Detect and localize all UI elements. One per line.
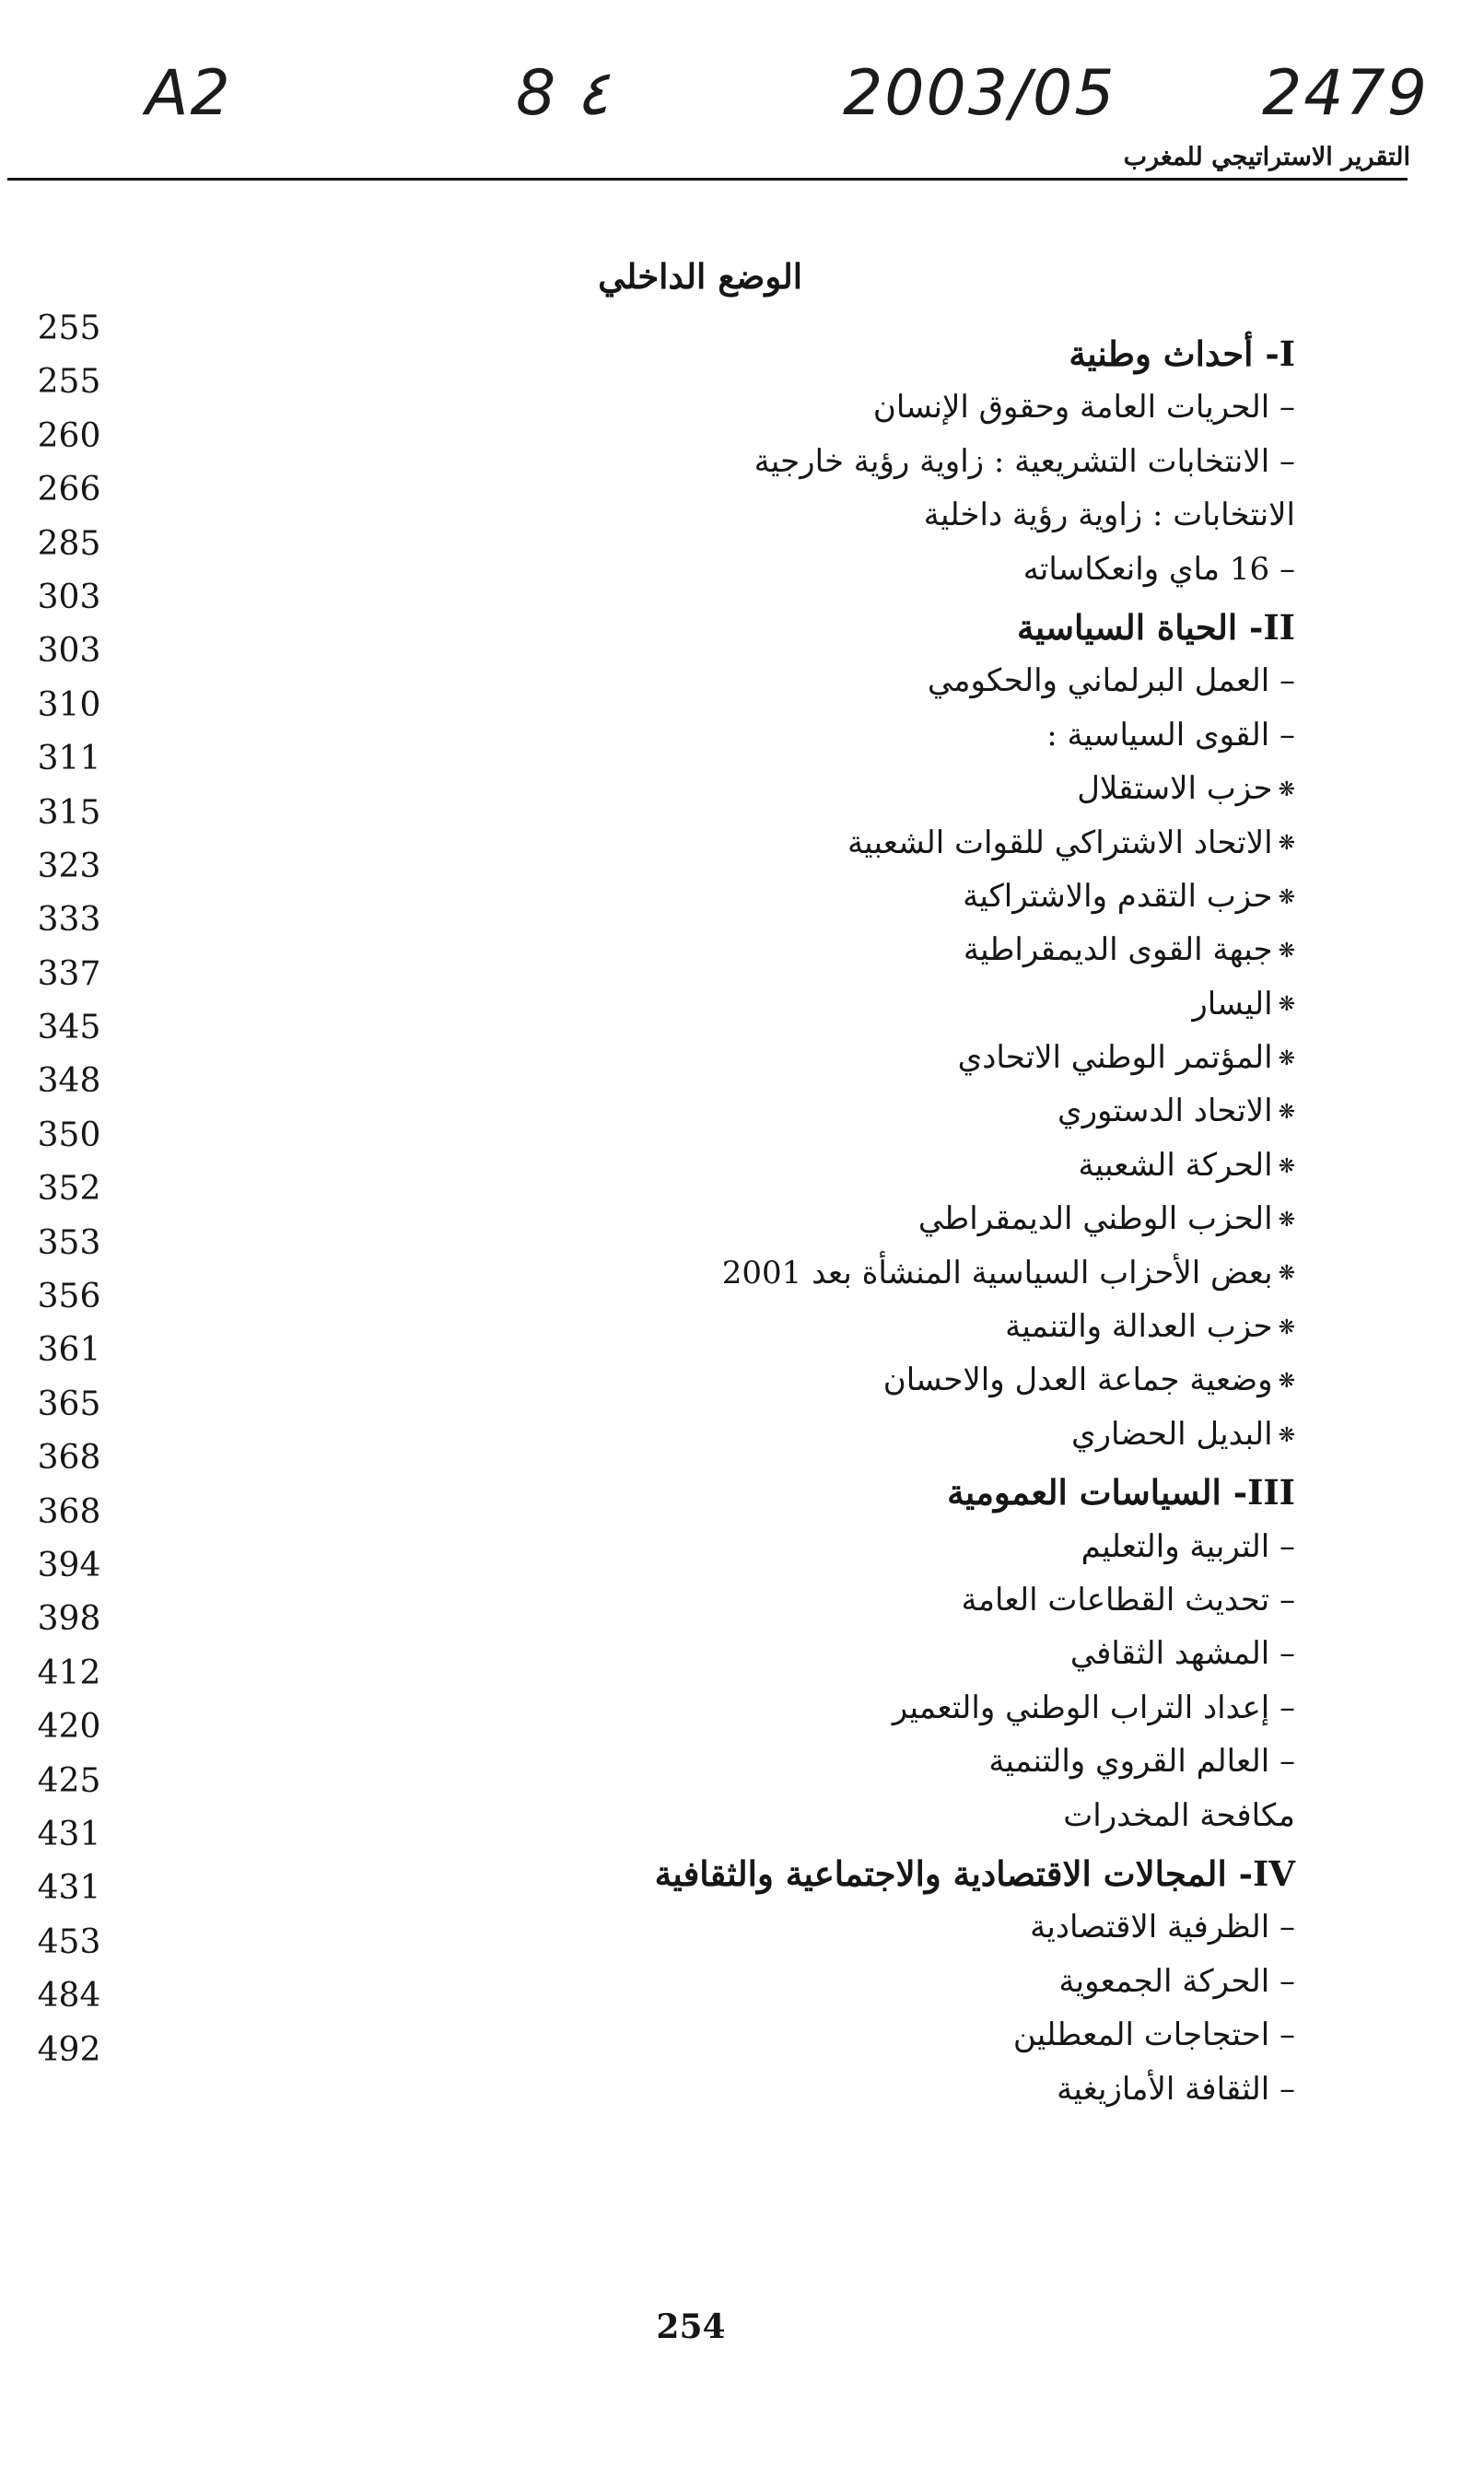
page-number: 356	[37, 1278, 101, 1316]
page-number: 368	[37, 1439, 101, 1478]
toc-entry-label: حزب الاستقلال	[1077, 770, 1273, 808]
toc-entry	[374, 816, 1295, 870]
bullet-icon: ❋	[1278, 993, 1295, 1017]
toc-entry-label: وضعية جماعة العدل والاحسان	[882, 1361, 1273, 1399]
bullet-icon: ❋	[1278, 1315, 1295, 1339]
page-number: 255	[37, 310, 101, 347]
toc-entry	[374, 1246, 1295, 1300]
toc-entry: – التربية والتعليم	[1081, 1527, 1295, 1565]
running-head: التقرير الاستراتيجي للمغرب	[1123, 143, 1410, 171]
bullet-icon: ❋	[1278, 1209, 1295, 1233]
page-number: 352	[37, 1170, 101, 1209]
bullet-icon: ❋	[1278, 1262, 1295, 1286]
toc-entry	[374, 977, 1295, 1031]
page-number: 311	[37, 740, 101, 778]
page-number: 333	[37, 901, 101, 940]
page-number: 337	[37, 954, 101, 993]
page-number: 398	[37, 1600, 101, 1639]
toc-entry	[374, 1192, 1295, 1245]
toc-part-heading: II- الحياة السياسية	[1016, 606, 1295, 648]
bullet-icon: ❋	[1278, 940, 1295, 964]
toc-entry	[374, 1353, 1295, 1407]
handwritten-note-center: 8 ٤	[516, 57, 610, 130]
toc-entry-label: البديل الحضاري	[1071, 1415, 1273, 1453]
toc-entry: – احتجاجات المعطلين	[1012, 2016, 1295, 2054]
page-number: 285	[37, 524, 101, 563]
page-number-column	[18, 302, 120, 2077]
page-number: 260	[37, 416, 101, 455]
toc-entry	[374, 1300, 1295, 1353]
toc-entry: – الظرفية الاقتصادية	[1030, 1909, 1295, 1946]
toc-entry-label: اليسار	[1192, 985, 1273, 1022]
toc-entry-label: الحركة الشعبية	[1078, 1146, 1273, 1184]
page-number: 255	[37, 363, 101, 402]
toc-entry	[374, 923, 1295, 976]
toc-entry	[374, 762, 1295, 815]
page-number: 310	[37, 685, 101, 724]
bullet-icon: ❋	[1278, 1154, 1295, 1178]
toc-entry-label: جبهة القوى الديمقراطية	[963, 931, 1273, 969]
page-number: 394	[37, 1546, 101, 1584]
page-number: 361	[37, 1331, 101, 1370]
page-number: 368	[37, 1492, 101, 1531]
bullet-icon: ❋	[1278, 1101, 1295, 1125]
bullet-icon: ❋	[1278, 1370, 1295, 1394]
toc-entry-label: بعض الأحزاب السياسية المنشأة بعد 2001	[721, 1254, 1273, 1291]
page-number: 492	[37, 2030, 101, 2069]
toc-entry: – العالم القروي والتنمية	[988, 1743, 1295, 1781]
toc-entry-label: الاتحاد الدستوري	[1057, 1093, 1273, 1130]
page-number: 350	[37, 1116, 101, 1154]
page-number: 303	[37, 578, 101, 616]
page-number: 303	[37, 632, 101, 671]
bullet-icon: ❋	[1278, 1423, 1295, 1447]
page-number: 266	[37, 471, 101, 509]
handwritten-note-left: A2	[146, 57, 232, 130]
toc-entry	[374, 1139, 1295, 1192]
toc-entry: – القوى السياسية :	[1046, 716, 1295, 754]
toc-entry	[374, 1084, 1295, 1138]
toc-entry: – 16 ماي وانعكاساته	[1022, 550, 1295, 588]
toc-entry: – إعداد التراب الوطني والتعمير	[892, 1689, 1295, 1726]
page-number: 353	[37, 1223, 101, 1262]
toc-part-heading: IV- المجالات الاقتصادية والاجتماعية والثقافية	[654, 1852, 1295, 1894]
page-number: 420	[37, 1708, 101, 1747]
bullet-icon: ❋	[1278, 1046, 1295, 1070]
page-number: 431	[37, 1815, 101, 1853]
page-number: 345	[37, 1009, 101, 1047]
table-of-contents	[374, 322, 1295, 2116]
toc-entry-label: حزب التقدم والاشتراكية	[963, 877, 1273, 915]
header-rule	[7, 178, 1408, 181]
page-number: 315	[37, 793, 101, 832]
toc-entry: – الانتخابات التشريعية : زاوية رؤية خارجية	[754, 442, 1295, 480]
page-number: 323	[37, 847, 101, 885]
page-number: 431	[37, 1869, 101, 1908]
page-number: 484	[37, 1977, 101, 2016]
toc-part-heading: III- السياسات العمومية	[947, 1472, 1295, 1513]
toc-entry	[374, 1408, 1295, 1461]
bullet-icon: ❋	[1278, 777, 1295, 801]
page-number: 348	[37, 1062, 101, 1101]
page-number: 412	[37, 1653, 101, 1692]
toc-entry-label: الحزب الوطني الديمقراطي	[917, 1200, 1273, 1238]
bullet-icon: ❋	[1278, 885, 1295, 909]
section-title: الوضع الداخلي	[598, 256, 802, 297]
toc-entry: – الثقافة الأمازيغية	[1057, 2070, 1295, 2108]
toc-entry: مكافحة المخدرات	[1063, 1796, 1295, 1834]
toc-entry	[374, 870, 1295, 923]
page-number: 365	[37, 1385, 101, 1423]
toc-entry: الانتخابات : زاوية رؤية داخلية	[923, 497, 1295, 534]
page-folio: 254	[656, 2308, 726, 2346]
page-number: 425	[37, 1761, 101, 1800]
toc-entry-label: المؤتمر الوطني الاتحادي	[957, 1039, 1273, 1077]
handwritten-number: 2479	[1262, 57, 1430, 130]
toc-entry: – العمل البرلماني والحكومي	[927, 662, 1295, 700]
toc-entry: – المشهد الثقافي	[1069, 1635, 1295, 1673]
toc-entry-label: حزب العدالة والتنمية	[1005, 1308, 1273, 1346]
page-number: 453	[37, 1922, 101, 1961]
toc-part-heading: I- أحداث وطنية	[1069, 333, 1295, 374]
toc-entry-label: الاتحاد الاشتراكي للقوات الشعبية	[847, 824, 1273, 861]
bullet-icon: ❋	[1278, 832, 1295, 856]
toc-entry: – الحركة الجمعوية	[1058, 1962, 1295, 2000]
handwritten-date: 2003/05	[843, 57, 1116, 130]
toc-entry: – الحريات العامة وحقوق الإنسان	[872, 389, 1295, 427]
toc-entry: – تحديث القطاعات العامة	[961, 1581, 1295, 1618]
toc-entry	[374, 1031, 1295, 1084]
